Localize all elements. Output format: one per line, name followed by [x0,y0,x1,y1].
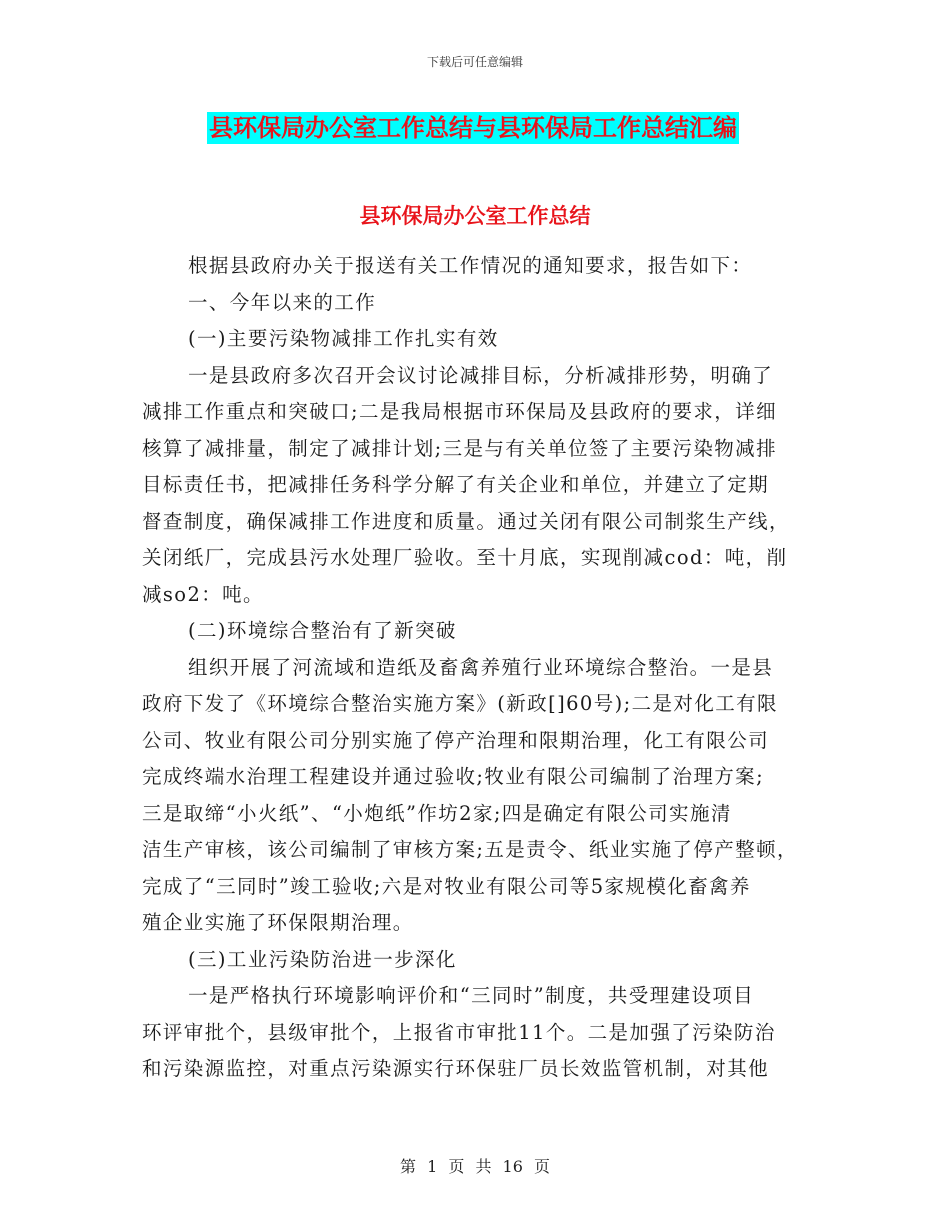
document-title: 县环保局办公室工作总结与县环保局工作总结汇编 [209,114,737,142]
section-title: 县环保局办公室工作总结 [359,204,591,228]
header-note: 下载后可任意编辑 [426,55,523,69]
paragraph-line: 环评审批个，县级审批个，上报省市审批11个。二是加强了污染防治 [142,1020,776,1044]
paragraph-line: 一是县政府多次召开会议讨论减排目标，分析减排形势，明确了 [188,363,774,387]
paragraph-line: 督查制度，确保减排工作进度和质量。通过关闭有限公司制浆生产线， [142,509,790,533]
paragraph-line: 政府下发了《环境综合整治实施方案》(新政[]60号);二是对化工有限 [142,692,778,715]
paragraph-line: 殖企业实施了环保限期治理。 [142,911,414,934]
paragraph-line: 核算了减排量，制定了减排计划;三是与有关单位签了主要污染物减排 [142,436,777,460]
paragraph-line: 组织开展了河流域和造纸及畜禽养殖行业环境综合整治。一是县 [188,655,774,679]
paragraph-line: (三)工业污染防治进一步深化 [188,947,457,971]
paragraph-line: 关闭纸厂，完成县污水处理厂验收。至十月底，实现削减cod：吨，削 [142,546,788,569]
document-body [142,248,812,1088]
paragraph-line: 完成终端水治理工程建设并通过验收;牧业有限公司编制了治理方案; [142,765,765,788]
paragraph-line: 洁生产审核，该公司编制了审核方案;五是责令、纸业实施了停产整顿， [142,838,798,861]
paragraph-line: 减so2：吨。 [142,582,264,606]
paragraph-line: 一是严格执行环境影响评价和“三同时”制度，共受理建设项目 [188,984,755,1007]
paragraph-line: (一)主要污染物减排工作扎实有效 [188,327,499,350]
paragraph-line: 完成了“三同时”竣工验收;六是对牧业有限公司等5家规模化畜禽养 [142,874,751,898]
paragraph-line: 目标责任书，把减排任务科学分解了有关企业和单位，并建立了定期 [142,473,770,496]
paragraph-line: 减排工作重点和突破口;二是我局根据市环保局及县政府的要求，详细 [142,400,777,423]
paragraph-line: (二)环境综合整治有了新突破 [188,619,457,642]
page-footer: 第 1 页 共 16 页 [400,1157,550,1176]
paragraph-line: 根据县政府办关于报送有关工作情况的通知要求，报告如下： [188,254,753,277]
paragraph-line: 和污染源监控，对重点污染源实行环保驻厂员长效监管机制，对其他 [142,1057,770,1080]
paragraph-line: 公司、牧业有限公司分别实施了停产治理和限期治理，化工有限公司 [142,728,770,752]
paragraph-line: 一、今年以来的工作 [188,290,377,314]
paragraph-line: 三是取缔“小火纸”、“小炮纸”作坊2家;四是确定有限公司实施清 [142,801,732,825]
